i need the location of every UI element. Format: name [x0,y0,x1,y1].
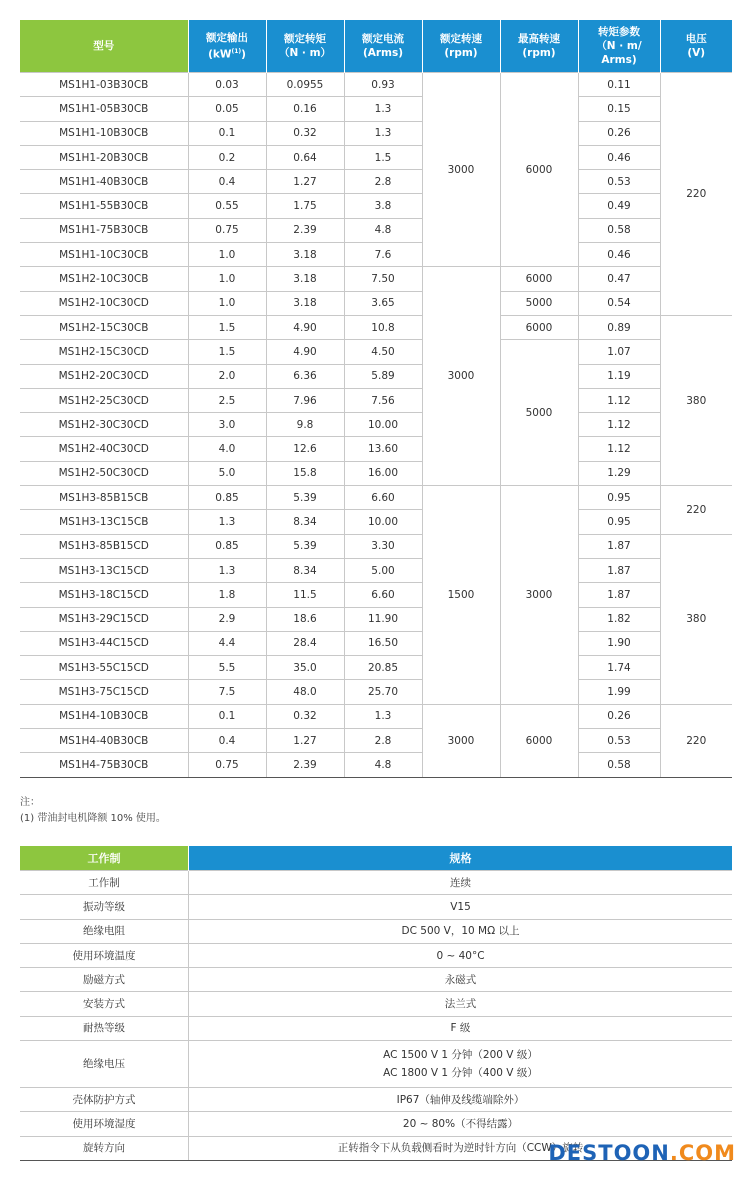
torque-constant-cell: 0.95 [578,510,660,534]
max-speed-cell: 6000 [500,315,578,339]
rated-speed-cell: 1500 [422,486,500,705]
torque-constant-cell: 1.87 [578,534,660,558]
torque-constant-cell: 1.07 [578,340,660,364]
spec-row [20,145,732,169]
spec-row [20,364,732,388]
rated-torque-cell: 3.18 [266,291,344,315]
operating-value-cell [189,1088,733,1112]
torque-constant-cell: 1.29 [578,461,660,485]
operating-value-line: 0 ~ 40°C [436,949,485,962]
operating-value-line: 永磁式 [444,973,477,986]
torque-constant-cell: 1.74 [578,656,660,680]
operating-row [20,1088,732,1112]
torque-constant-cell: 0.58 [578,753,660,777]
rated-torque-cell: 5.39 [266,534,344,558]
rated-torque-cell: 4.90 [266,340,344,364]
spec-row [20,680,732,704]
spec-row [20,194,732,218]
header-voltage: 电压 (V) [660,20,732,73]
rated-torque-cell: 8.34 [266,510,344,534]
model-cell: MS1H1-75B30CB [20,218,188,242]
rated-current-cell: 10.00 [344,413,422,437]
rated-torque-cell: 0.32 [266,121,344,145]
header-rated-torque: 额定转矩 （N · m） [266,20,344,73]
rated-output-cell: 0.75 [188,753,266,777]
rated-output-cell: 1.3 [188,558,266,582]
rated-current-cell: 7.6 [344,243,422,267]
model-cell: MS1H1-40B30CB [20,170,188,194]
rated-torque-cell: 7.96 [266,388,344,412]
torque-constant-cell: 0.46 [578,243,660,267]
operating-value-cell [189,1041,733,1088]
max-speed-cell: 5000 [500,340,578,486]
operating-row [20,1041,732,1088]
model-cell: MS1H4-75B30CB [20,753,188,777]
model-cell: MS1H3-75C15CD [20,680,188,704]
spec-row [20,437,732,461]
rated-torque-cell: 0.64 [266,145,344,169]
rated-current-cell: 3.30 [344,534,422,558]
model-cell: MS1H3-13C15CB [20,510,188,534]
spec-row [20,729,732,753]
torque-constant-cell: 0.26 [578,704,660,728]
spec-row [20,461,732,485]
rated-speed-cell: 3000 [422,267,500,486]
operating-label-cell: 使用环境温度 [20,943,189,967]
operating-label-cell: 工作制 [20,871,189,895]
operating-table-body [20,871,732,1161]
rated-output-cell: 0.03 [188,73,266,97]
rated-output-cell: 0.1 [188,121,266,145]
spec-row [20,656,732,680]
rated-current-cell: 2.8 [344,170,422,194]
rated-torque-cell: 9.8 [266,413,344,437]
spec-table-body [20,73,732,778]
operating-row [20,1016,732,1040]
rated-torque-cell: 1.27 [266,170,344,194]
header-rated-output: 额定输出 $(kW^{(1)})$ [188,20,266,73]
operating-value-line: 法兰式 [444,998,477,1011]
rated-current-cell: 7.50 [344,267,422,291]
header-duty: 工作制 [20,846,189,871]
rated-torque-cell: 11.5 [266,583,344,607]
spec-row [20,704,732,728]
rated-torque-cell: 0.16 [266,97,344,121]
rated-torque-cell: 6.36 [266,364,344,388]
spec-row [20,218,732,242]
rated-torque-cell: 8.34 [266,558,344,582]
operating-value-cell [189,992,733,1016]
operating-row [20,943,732,967]
rated-torque-cell: 3.18 [266,243,344,267]
model-cell: MS1H3-85B15CB [20,486,188,510]
max-speed-cell: 6000 [500,267,578,291]
torque-constant-cell: 0.26 [578,121,660,145]
header-torque-constant: 转矩参数 （N · m/ Arms) [578,20,660,73]
rated-output-cell: 1.0 [188,243,266,267]
rated-output-cell: 4.0 [188,437,266,461]
torque-constant-cell: 0.47 [578,267,660,291]
voltage-cell: 220 [660,486,732,535]
spec-row [20,121,732,145]
max-speed-cell: 5000 [500,291,578,315]
rated-output-cell: 1.8 [188,583,266,607]
motor-spec-table [20,20,732,778]
operating-value-line: F 级 [450,1022,471,1035]
voltage-cell: 220 [660,73,732,316]
rated-output-cell: 5.0 [188,461,266,485]
operating-value-cell [189,895,733,919]
spec-row [20,388,732,412]
rated-output-cell: 0.85 [188,486,266,510]
model-cell: MS1H3-13C15CD [20,558,188,582]
operating-row [20,992,732,1016]
spec-row [20,170,732,194]
model-cell: MS1H3-85B15CD [20,534,188,558]
rated-output-cell: 5.5 [188,656,266,680]
model-cell: MS1H4-40B30CB [20,729,188,753]
model-cell: MS1H3-55C15CD [20,656,188,680]
rated-current-cell: 0.93 [344,73,422,97]
max-speed-cell: 6000 [500,73,578,267]
torque-constant-cell: 0.53 [578,729,660,753]
rated-current-cell: 5.89 [344,364,422,388]
rated-current-cell: 3.8 [344,194,422,218]
model-cell: MS1H1-20B30CB [20,145,188,169]
operating-value-cell [189,943,733,967]
torque-constant-cell: 1.12 [578,437,660,461]
rated-current-cell: 10.00 [344,510,422,534]
rated-current-cell: 1.3 [344,704,422,728]
footnote-title: 注： [20,797,40,808]
spec-row [20,291,732,315]
operating-row [20,895,732,919]
rated-current-cell: 13.60 [344,437,422,461]
rated-current-cell: 1.3 [344,97,422,121]
rated-current-cell: 2.8 [344,729,422,753]
spec-row [20,631,732,655]
spec-row [20,243,732,267]
torque-constant-cell: 0.53 [578,170,660,194]
rated-current-cell: 3.65 [344,291,422,315]
rated-output-cell: 2.0 [188,364,266,388]
rated-current-cell: 25.70 [344,680,422,704]
rated-output-cell: 0.05 [188,97,266,121]
model-cell: MS1H2-20C30CD [20,364,188,388]
model-cell: MS1H4-10B30CB [20,704,188,728]
operating-value-line: 20 ~ 80%（不得结露） [402,1118,519,1131]
torque-constant-cell: 0.58 [578,218,660,242]
operating-value-line: AC 1500 V 1 分钟（200 V 级） [383,1049,538,1062]
footnote [20,795,166,827]
spec-row [20,97,732,121]
header-rated-speed: 额定转速 (rpm) [422,20,500,73]
spec-row [20,607,732,631]
rated-current-cell: 6.60 [344,583,422,607]
rated-torque-cell: 3.18 [266,267,344,291]
rated-output-cell: 0.4 [188,729,266,753]
torque-constant-cell: 0.54 [578,291,660,315]
spec-row [20,534,732,558]
spec-row [20,558,732,582]
rated-output-cell: 3.0 [188,413,266,437]
operating-row [20,919,732,943]
header-model: 型号 [20,20,188,73]
rated-output-cell: 2.9 [188,607,266,631]
operating-label-cell: 安装方式 [20,992,189,1016]
spec-row [20,73,732,97]
operating-spec-table [20,846,732,1161]
operating-label-cell: 壳体防护方式 [20,1088,189,1112]
torque-constant-cell: 1.87 [578,558,660,582]
torque-constant-cell: 0.49 [578,194,660,218]
rated-current-cell: 4.50 [344,340,422,364]
torque-constant-cell: 1.12 [578,413,660,437]
rated-speed-cell: 3000 [422,73,500,267]
rated-torque-cell: 2.39 [266,753,344,777]
watermark-part-2: .COM [669,1141,736,1165]
operating-value-line: IP67（轴伸及线缆端除外） [396,1093,525,1106]
model-cell: MS1H1-05B30CB [20,97,188,121]
rated-current-cell: 1.5 [344,145,422,169]
operating-label-cell: 绝缘电阻 [20,919,189,943]
torque-constant-cell: 0.15 [578,97,660,121]
operating-row [20,871,732,895]
torque-constant-cell: 1.87 [578,583,660,607]
rated-torque-cell: 35.0 [266,656,344,680]
rated-torque-cell: 12.6 [266,437,344,461]
operating-value-cell [189,871,733,895]
torque-constant-cell: 1.19 [578,364,660,388]
model-cell: MS1H2-15C30CB [20,315,188,339]
max-speed-cell: 6000 [500,704,578,777]
operating-value-line: DC 500 V，10 MΩ 以上 [401,925,520,938]
torque-constant-cell: 0.89 [578,315,660,339]
operating-value-line: V15 [450,900,471,913]
torque-constant-cell: 0.11 [578,73,660,97]
rated-output-cell: 0.55 [188,194,266,218]
operating-value-cell [189,968,733,992]
rated-output-cell: 0.4 [188,170,266,194]
voltage-cell: 380 [660,534,732,704]
spec-row [20,583,732,607]
model-cell: MS1H1-10B30CB [20,121,188,145]
rated-current-cell: 16.00 [344,461,422,485]
rated-output-cell: 0.2 [188,145,266,169]
torque-constant-cell: 0.46 [578,145,660,169]
model-cell: MS1H2-15C30CD [20,340,188,364]
header-max-speed: 最高转速 (rpm) [500,20,578,73]
model-cell: MS1H1-55B30CB [20,194,188,218]
rated-output-cell: 7.5 [188,680,266,704]
spec-row [20,753,732,777]
model-cell: MS1H2-10C30CD [20,291,188,315]
watermark [548,1141,736,1165]
rated-output-cell: 0.1 [188,704,266,728]
rated-torque-cell: 1.75 [266,194,344,218]
operating-header-row [20,846,732,871]
rated-current-cell: 4.8 [344,218,422,242]
rated-torque-cell: 0.0955 [266,73,344,97]
rated-output-cell: 2.5 [188,388,266,412]
rated-output-cell: 1.5 [188,340,266,364]
torque-constant-cell: 1.12 [578,388,660,412]
operating-value-line: 连续 [450,876,471,889]
model-cell: MS1H3-44C15CD [20,631,188,655]
rated-current-cell: 20.85 [344,656,422,680]
spec-row [20,315,732,339]
operating-label-cell: 振动等级 [20,895,189,919]
operating-value-cell [189,1016,733,1040]
rated-current-cell: 5.00 [344,558,422,582]
rated-output-cell: 4.4 [188,631,266,655]
spec-row [20,340,732,364]
operating-label-cell: 绝缘电压 [20,1041,189,1088]
rated-output-cell: 1.3 [188,510,266,534]
torque-constant-cell: 1.82 [578,607,660,631]
rated-current-cell: 1.3 [344,121,422,145]
header-spec: 规格 [189,846,733,871]
rated-speed-cell: 3000 [422,704,500,777]
model-cell: MS1H3-29C15CD [20,607,188,631]
rated-output-cell: 0.75 [188,218,266,242]
rated-torque-cell: 0.32 [266,704,344,728]
rated-torque-cell: 4.90 [266,315,344,339]
operating-value-line: AC 1800 V 1 分钟（400 V 级） [383,1067,538,1080]
torque-constant-cell: 1.99 [578,680,660,704]
spec-row [20,267,732,291]
watermark-part-1: DESTOON [548,1141,670,1165]
voltage-cell: 220 [660,704,732,777]
model-cell: MS1H2-30C30CD [20,413,188,437]
rated-torque-cell: 15.8 [266,461,344,485]
model-cell: MS1H2-50C30CD [20,461,188,485]
model-cell: MS1H2-40C30CD [20,437,188,461]
operating-value-cell [189,919,733,943]
operating-label-cell: 旋转方向 [20,1136,189,1160]
rated-output-cell: 1.5 [188,315,266,339]
spec-header-row [20,20,732,73]
operating-label-cell: 耐热等级 [20,1016,189,1040]
spec-row [20,510,732,534]
voltage-cell: 380 [660,315,732,485]
rated-current-cell: 7.56 [344,388,422,412]
rated-torque-cell: 2.39 [266,218,344,242]
rated-current-cell: 10.8 [344,315,422,339]
spec-row [20,413,732,437]
rated-current-cell: 16.50 [344,631,422,655]
model-cell: MS1H1-10C30CB [20,243,188,267]
operating-row [20,1112,732,1136]
rated-output-cell: 1.0 [188,291,266,315]
operating-label-cell: 励磁方式 [20,968,189,992]
rated-torque-cell: 28.4 [266,631,344,655]
rated-torque-cell: 1.27 [266,729,344,753]
rated-torque-cell: 18.6 [266,607,344,631]
rated-output-cell: 1.0 [188,267,266,291]
rated-torque-cell: 48.0 [266,680,344,704]
header-rated-current: 额定电流 (Arms) [344,20,422,73]
operating-value-cell [189,1112,733,1136]
rated-current-cell: 11.90 [344,607,422,631]
max-speed-cell: 3000 [500,486,578,705]
rated-output-cell: 0.85 [188,534,266,558]
operating-row [20,968,732,992]
torque-constant-cell: 1.90 [578,631,660,655]
model-cell: MS1H2-10C30CB [20,267,188,291]
model-cell: MS1H3-18C15CD [20,583,188,607]
rated-torque-cell: 5.39 [266,486,344,510]
spec-row [20,486,732,510]
model-cell: MS1H1-03B30CB [20,73,188,97]
footnote-text: (1) 带油封电机降额 10% 使用。 [20,813,166,824]
torque-constant-cell: 0.95 [578,486,660,510]
rated-current-cell: 6.60 [344,486,422,510]
rated-current-cell: 4.8 [344,753,422,777]
model-cell: MS1H2-25C30CD [20,388,188,412]
operating-label-cell: 使用环境湿度 [20,1112,189,1136]
operating-value-line: 正转指令下从负载侧看时为逆时针方向（CCW）旋转 [337,1142,584,1155]
